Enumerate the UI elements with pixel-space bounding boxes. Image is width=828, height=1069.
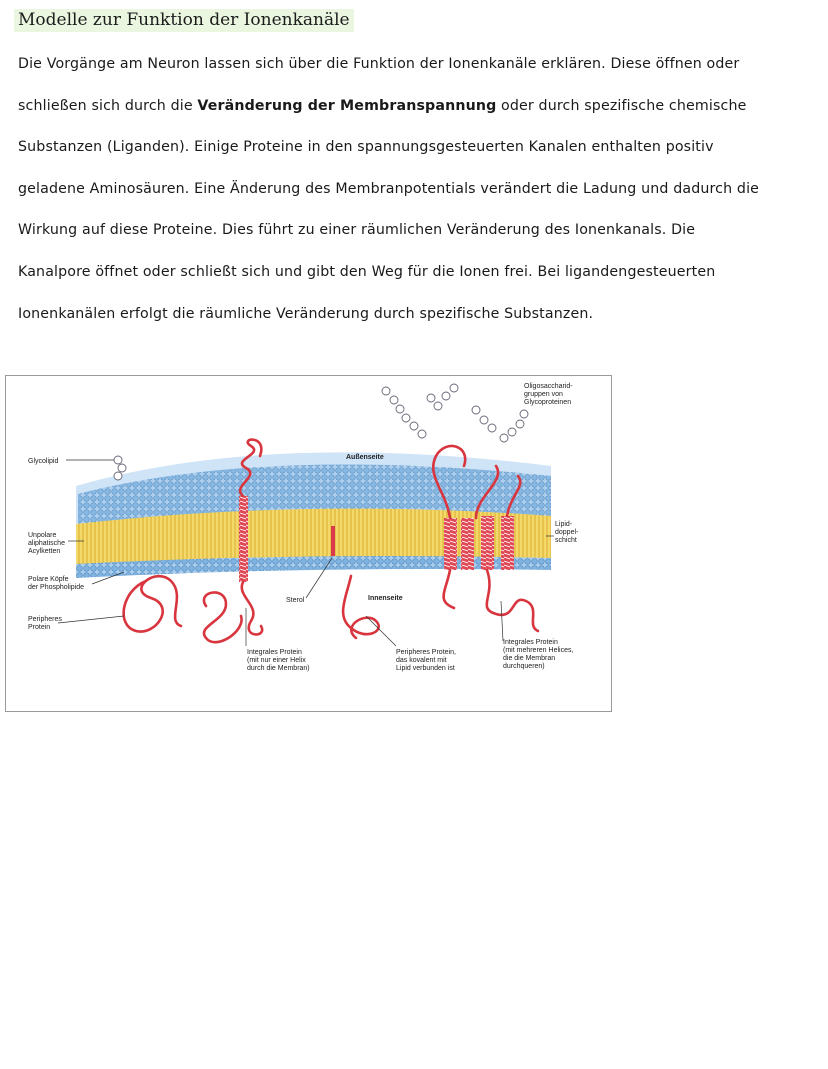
paragraph-line-4: geladene Aminosäuren. Eine Änderung des Membranpotentials verändert die Ladung und dadurch die [18,180,760,197]
label-glycolipid: Glycolipid [28,458,59,465]
paragraph-line-3: Substanzen (Liganden). Einige Proteine in den spannungsgesteuerten Kanalen enthalten positiv [18,139,714,156]
helix-4 [501,516,514,570]
label-integral-2-d: durchqueren) [503,663,545,670]
label-peripheral-covalent-3: Lipid verbunden ist [396,665,455,672]
label-integral-2-a: Integrales Protein [503,639,558,646]
label-integral-2-c: die die Membran [503,655,556,662]
label-lipid-1: Lipid- [555,521,573,528]
label-peripheral-covalent-2: das kovalent mit [396,657,447,664]
label-outside: Außenseite [346,454,384,461]
label-polar-1: Polare Köpfe [28,576,69,583]
label-inside: Innenseite [368,595,403,602]
paragraph-line-5: Wirkung auf diese Proteine. Dies führt zu einer räumlichen Veränderung des Ionenkanals. Die [18,222,696,239]
membrane-diagram [5,375,612,712]
sterol [331,526,335,556]
paragraph-line-2-end: oder durch spezifische chemische [496,97,747,114]
label-peripheral-covalent-1: Peripheres Protein, [396,649,456,656]
label-integral-1-c: durch die Membran) [247,665,310,672]
label-peripheral-1: Peripheres [28,616,62,623]
label-oligo-2: gruppen von [524,391,563,398]
label-integral-2-b: (mit mehreren Helices, [503,647,574,654]
page-title: Modelle zur Funktion der Ionenkanäle [14,9,354,32]
paragraph-line-6: Kanalpore öffnet oder schließt sich und gibt den Weg für die Ionen frei. Bei ligandengesteuerten [18,263,716,280]
paragraph-line-2-start: schließen sich durch die [18,97,198,114]
label-unpolar-3: Acylketten [28,548,61,555]
label-peripheral-2: Protein [28,624,51,631]
helix-3 [481,516,494,570]
paragraph-line-1: Die Vorgänge am Neuron lassen sich über die Funktion der Ionenkanäle erklären. Diese öffnen oder [18,56,740,72]
membrane-illustration [6,376,611,711]
label-oligo-3: Glycoproteinen [524,399,572,406]
intro-paragraph [18,44,808,335]
label-lipid-2: doppel- [555,529,579,536]
paragraph-line-7: Ionenkanälen erfolgt die räumliche Veränderung durch spezifische Substanzen. [18,305,594,322]
helix-1 [444,518,457,570]
label-integral-1-a: Integrales Protein [247,649,302,656]
helix-2 [461,518,474,570]
label-polar-2: der Phospholipide [28,584,85,591]
label-oligo-1: Oligosaccharid- [524,383,573,390]
label-lipid-3: schicht [555,537,577,544]
paragraph-line-2 [18,86,808,128]
single-helix-protein [239,496,248,582]
bold-term: Veränderung der Membranspannung [197,97,497,114]
label-unpolar-1: Unpolare [28,532,57,539]
label-unpolar-2: aliphatische [28,540,65,547]
label-integral-1-b: (mit nur einer Helix [247,657,306,664]
label-sterol: Sterol [286,597,305,604]
